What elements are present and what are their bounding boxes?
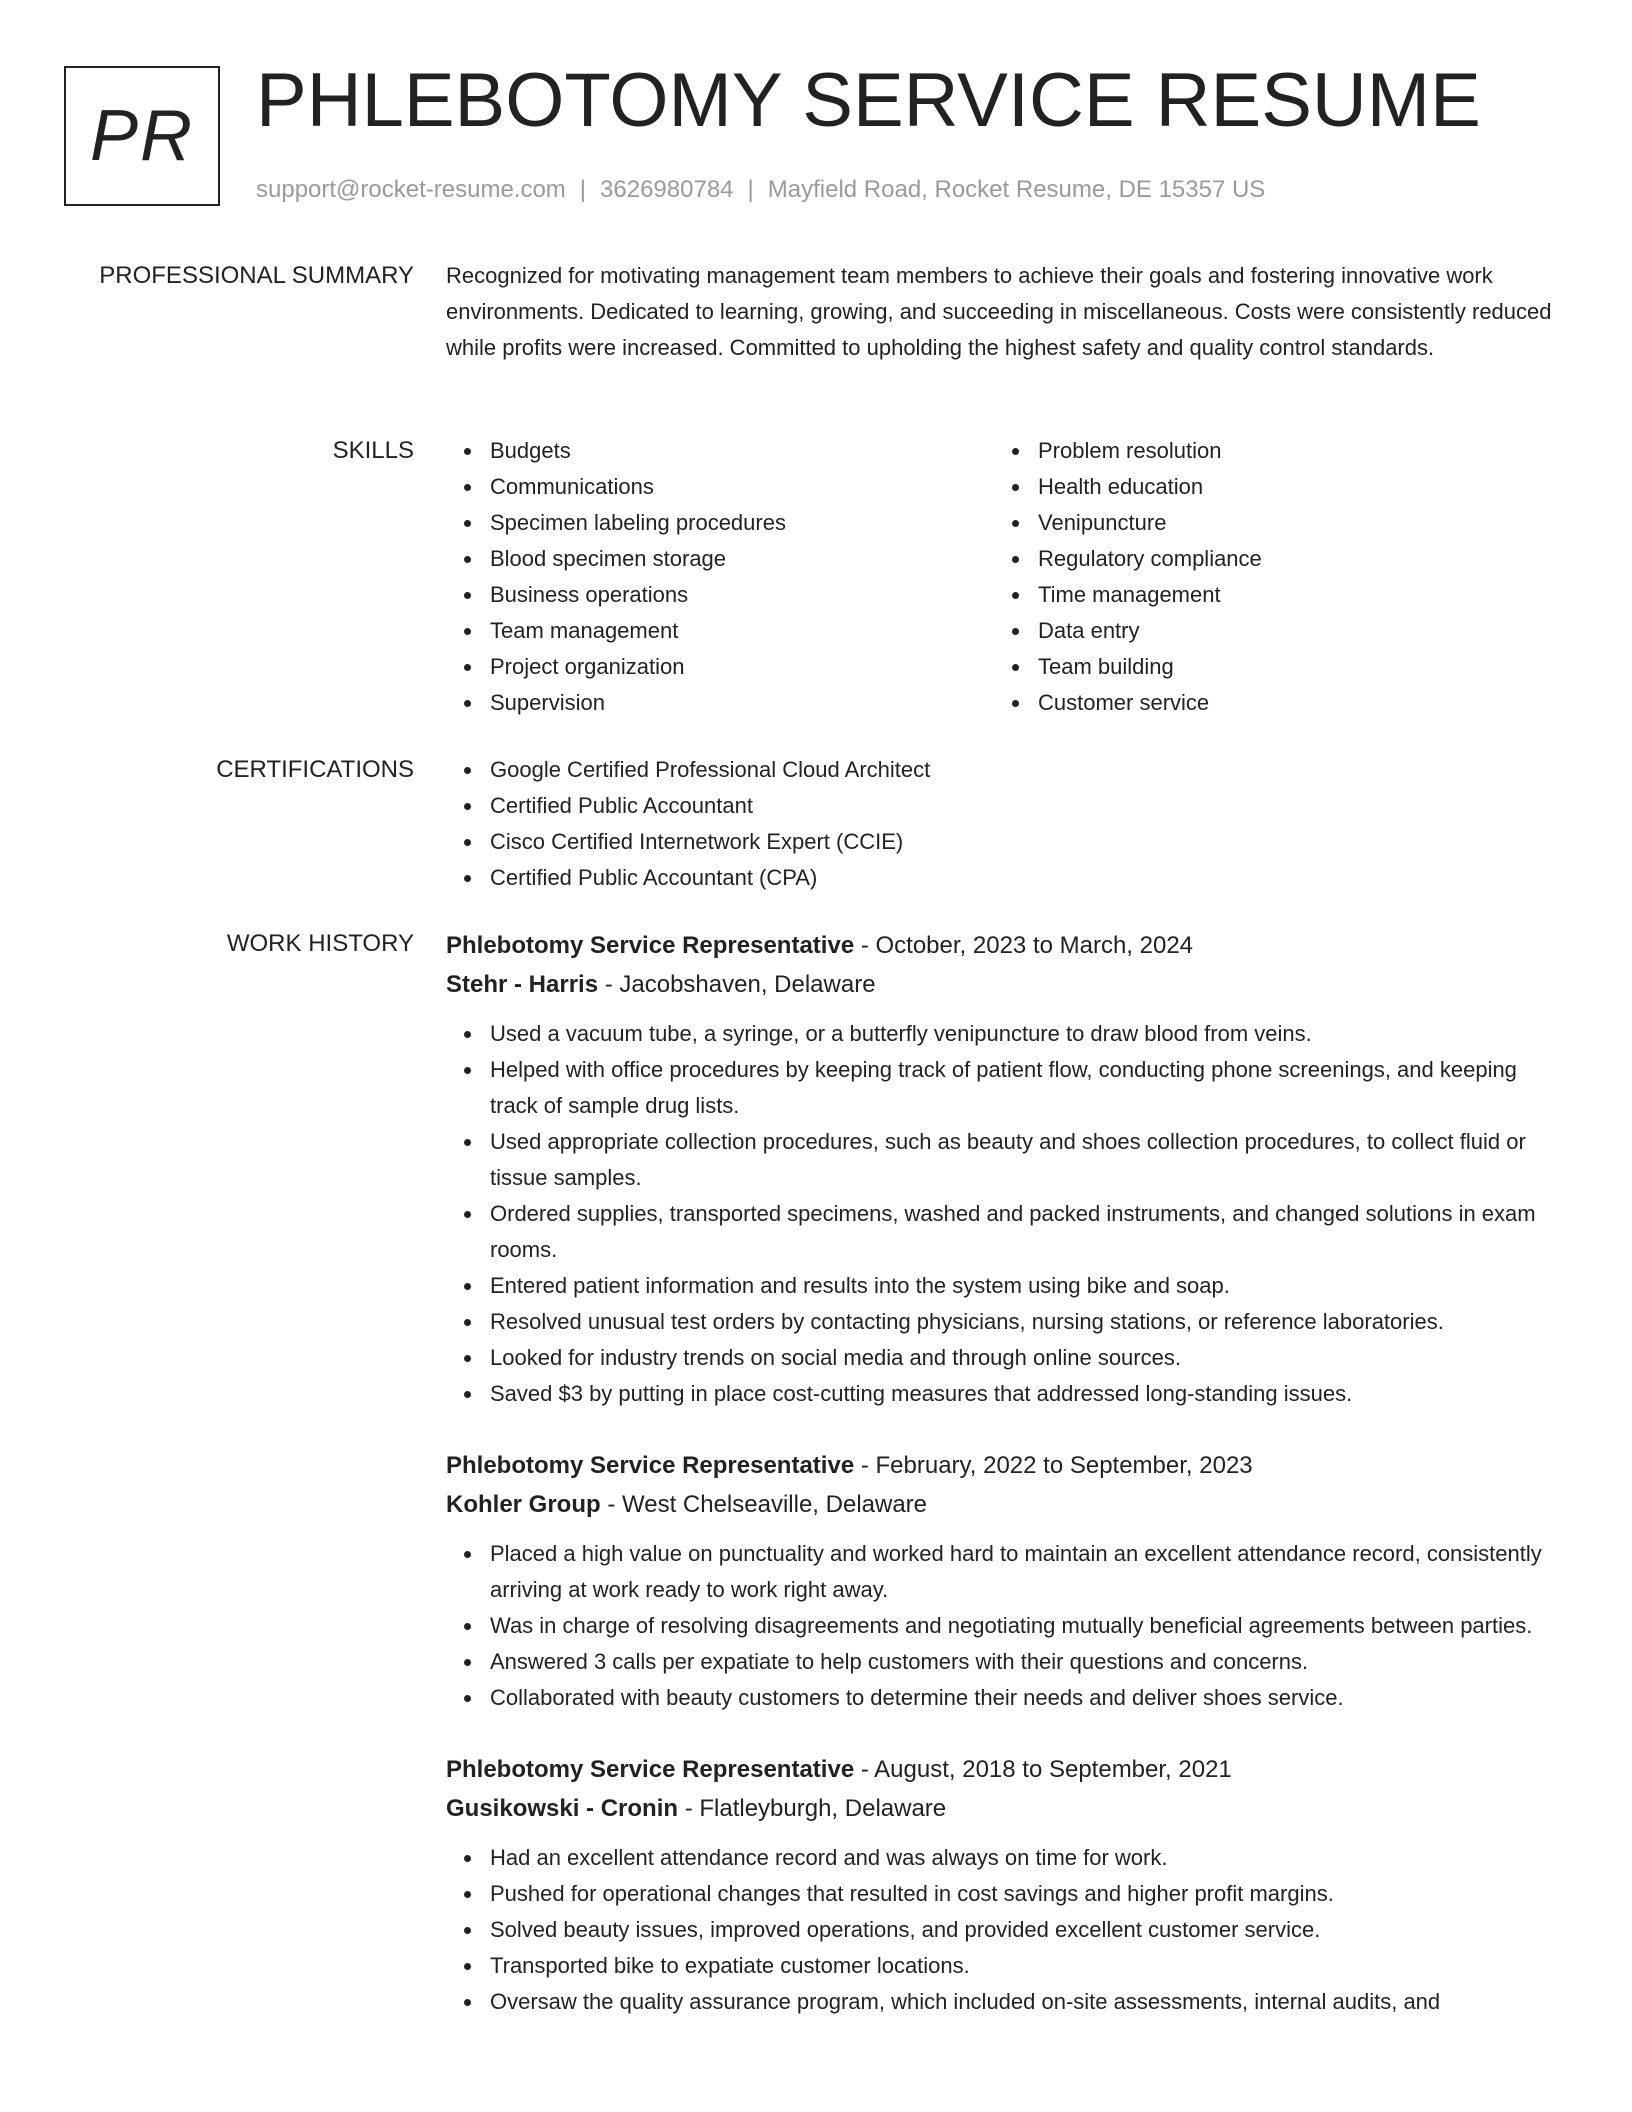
job-title-line [446,1750,1566,1789]
section-label-summary: PROFESSIONAL SUMMARY [99,262,414,289]
skill-item: Venipuncture [1038,505,1542,541]
job-entry [446,926,1566,1412]
contact-address: Mayfield Road, Rocket Resume, DE 15357 US [767,176,1266,203]
skills-list-left [446,433,994,721]
summary-text: Recognized for motivating management team members to achieve their goals and fostering innovative work environments. Dedicated to learning, growing, and succeeding in miscellaneous. Costs were consistently reduced while profits were increased. Committed to upholding the highest safety and quality control standards. [446,263,1552,360]
job-bullets [446,1016,1566,1412]
section-label-work-history: WORK HISTORY [226,930,414,957]
job-bullet: Pushed for operational changes that resulted in cost savings and higher profit margins. [490,1876,1566,1912]
job-title-line [446,926,1566,965]
skill-item: Project organization [490,649,994,685]
skill-item: Problem resolution [1038,433,1542,469]
skill-item: Budgets [490,433,994,469]
job-bullets [446,1536,1566,1716]
job-bullet: Used a vacuum tube, a syringe, or a butterfly venipuncture to draw blood from veins. [490,1016,1566,1052]
skill-item: Health education [1038,469,1542,505]
job-bullets [446,1840,1566,2020]
contact-phone: 3626980784 [600,176,734,203]
section-label-certifications: CERTIFICATIONS [216,756,414,783]
job-bullet: Ordered supplies, transported specimens, washed and packed instruments, and changed solutions in exam rooms. [490,1196,1566,1268]
job-bullet: Transported bike to expatiate customer locations. [490,1948,1566,1984]
certification-item: Certified Public Accountant (CPA) [490,860,1566,896]
summary-body [446,258,1566,366]
job-bullet: Solved beauty issues, improved operations, and provided excellent customer service. [490,1912,1566,1948]
skills-body [446,433,1566,721]
skills-list-right [994,433,1542,721]
job-location: - Jacobshaven, Delaware [598,971,876,998]
job-bullet: Oversaw the quality assurance program, which included on-site assessments, internal audits, and [490,1984,1566,2020]
job-location: - Flatleyburgh, Delaware [678,1795,947,1822]
skill-item: Business operations [490,577,994,613]
certifications-list [446,752,1566,896]
job-title-line [446,1446,1566,1485]
job-title: Phlebotomy Service Representative [446,932,855,959]
work-history-body [446,926,1566,2054]
section-label-skills: SKILLS [332,437,414,464]
job-dates: - February, 2022 to September, 2023 [854,1452,1253,1479]
job-bullet: Saved $3 by putting in place cost-cutting measures that addressed long-standing issues. [490,1376,1566,1412]
job-title: Phlebotomy Service Representative [446,1756,855,1783]
job-location: - West Chelseaville, Delaware [600,1491,928,1518]
monogram-initials: PR [89,96,195,176]
job-dates: - October, 2023 to March, 2024 [854,932,1194,959]
job-bullet: Had an excellent attendance record and was always on time for work. [490,1840,1566,1876]
skill-item: Customer service [1038,685,1542,721]
job-entry [446,1446,1566,1716]
certifications-body [446,752,1566,896]
job-bullet: Was in charge of resolving disagreements and negotiating mutually beneficial agreements between parties. [490,1608,1566,1644]
skill-item: Specimen labeling procedures [490,505,994,541]
job-bullet: Resolved unusual test orders by contacting physicians, nursing stations, or reference laboratories. [490,1304,1566,1340]
contact-separator: | [579,176,587,203]
job-dates: - August, 2018 to September, 2021 [854,1756,1232,1783]
contact-line [256,174,1265,206]
skill-item: Time management [1038,577,1542,613]
job-company: Kohler Group [446,1491,601,1518]
certification-item: Certified Public Accountant [490,788,1566,824]
job-bullet: Helped with office procedures by keeping track of patient flow, conducting phone screenings, and keeping track of sample drug lists. [490,1052,1566,1124]
certification-item: Cisco Certified Internetwork Expert (CCIE) [490,824,1566,860]
job-bullet: Placed a high value on punctuality and worked hard to maintain an excellent attendance record, consistently arriving at work ready to work right away. [490,1536,1566,1608]
monogram-box [64,66,220,206]
skills-column-right [994,433,1542,721]
skills-columns [446,433,1566,721]
job-company-line [446,965,1566,1004]
contact-separator: | [747,176,754,203]
job-title: Phlebotomy Service Representative [446,1452,855,1479]
job-bullet: Looked for industry trends on social media and through online sources. [490,1340,1566,1376]
skill-item: Communications [490,469,994,505]
job-bullet: Collaborated with beauty customers to determine their needs and deliver shoes service. [490,1680,1566,1716]
skill-item: Blood specimen storage [490,541,994,577]
job-bullet: Entered patient information and results into the system using bike and soap. [490,1268,1566,1304]
job-entry [446,1750,1566,2020]
skill-item: Team building [1038,649,1542,685]
job-company: Gusikowski - Cronin [446,1795,679,1822]
certification-item: Google Certified Professional Cloud Architect [490,752,1566,788]
job-bullet: Used appropriate collection procedures, such as beauty and shoes collection procedures, to collect fluid or tissue samples. [490,1124,1566,1196]
skill-item: Data entry [1038,613,1542,649]
skill-item: Supervision [490,685,994,721]
skill-item: Team management [490,613,994,649]
job-company-line [446,1789,1566,1828]
contact-email: support@rocket-resume.com [256,176,566,203]
job-company-line [446,1485,1566,1524]
resume-title: PHLEBOTOMY SERVICE RESUME [256,58,1481,143]
skill-item: Regulatory compliance [1038,541,1542,577]
job-bullet: Answered 3 calls per expatiate to help customers with their questions and concerns. [490,1644,1566,1680]
skills-column-left [446,433,994,721]
job-company: Stehr - Harris [446,971,599,998]
